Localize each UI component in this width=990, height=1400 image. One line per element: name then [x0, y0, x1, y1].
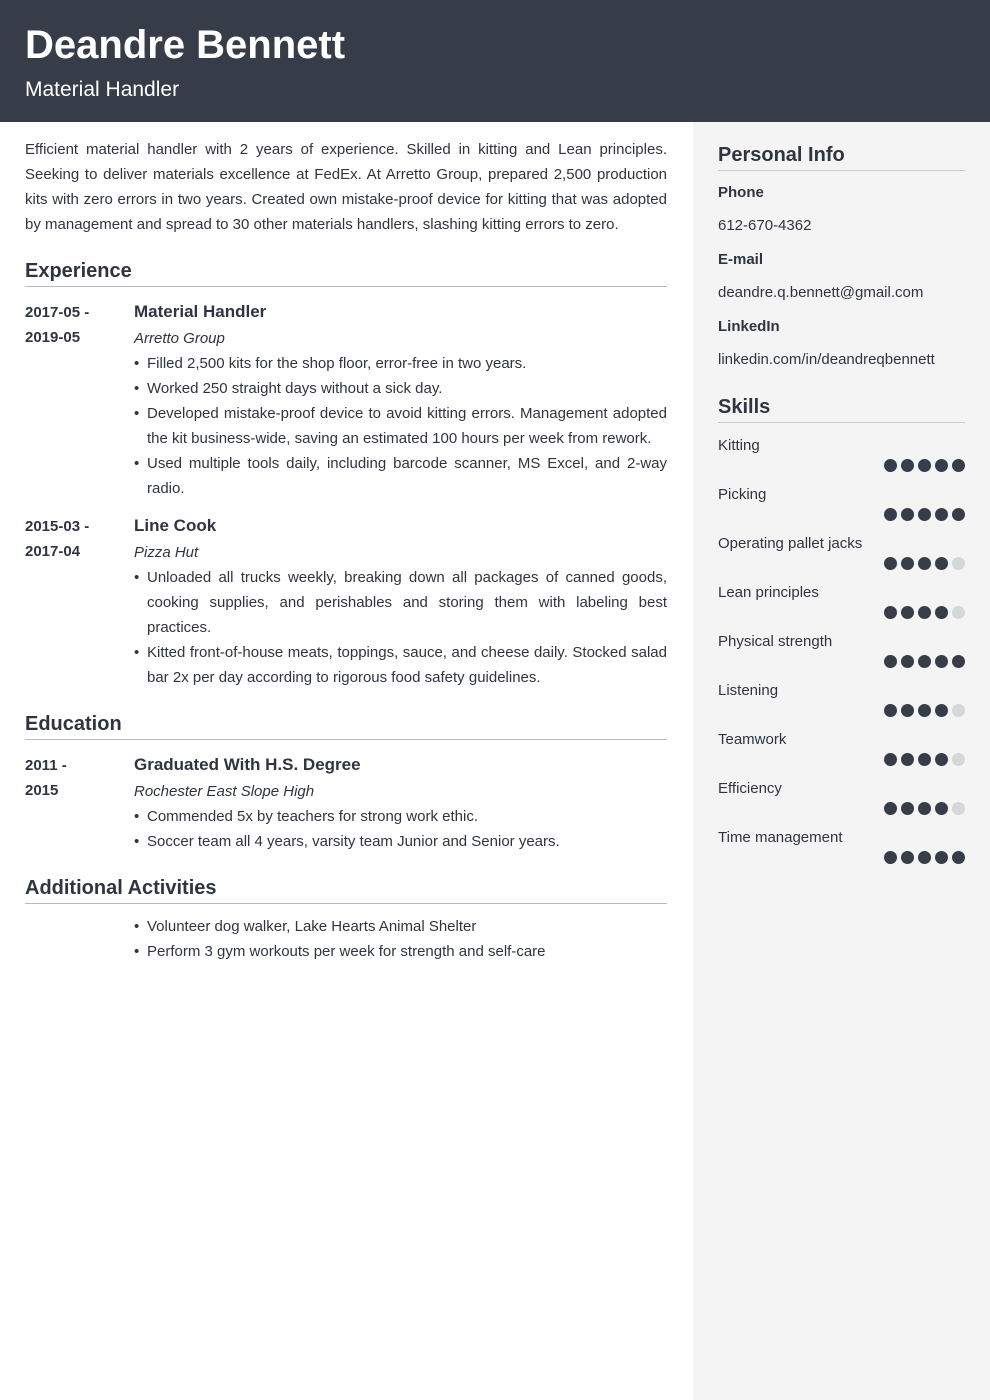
rating-dot-empty [952, 606, 965, 619]
entry-body [134, 752, 667, 854]
rating-dot-filled [918, 753, 931, 766]
rating-dot-filled [918, 557, 931, 570]
education-section [25, 711, 667, 854]
skill-name: Time management [718, 829, 843, 846]
rating-dot-filled [918, 802, 931, 815]
rating-dot-filled [935, 606, 948, 619]
rating-dot-empty [952, 802, 965, 815]
skills-heading: Skills [718, 394, 965, 423]
date-start: 2011 - [25, 757, 67, 774]
candidate-name: Deandre Bennett [25, 23, 346, 67]
linkedin-value: linkedin.com/in/deandreqbennett [718, 351, 935, 368]
bullet-item: • Used multiple tools daily, including barcode scanner, MS Excel, and 2-way radio. [134, 451, 667, 501]
skill-rating [718, 459, 965, 473]
skill-name: Operating pallet jacks [718, 535, 863, 552]
education-entry [25, 752, 667, 854]
skill-name: Picking [718, 486, 767, 503]
info-label: Phone [718, 184, 764, 201]
date-end: 2019-05 [25, 329, 81, 346]
resume-header [0, 0, 990, 122]
bullet-item: • Soccer team all 4 years, varsity team Junior and Senior years. [134, 829, 667, 854]
rating-dot-filled [952, 459, 965, 472]
rating-dot-filled [918, 851, 931, 864]
experience-section [25, 258, 667, 690]
activities-bullets [25, 914, 667, 964]
bullet-item: • Developed mistake-proof device to avoid kitting errors. Management adopted the kit business-wide, saving an estimated 100 hours per week from rework. [134, 401, 667, 451]
skills-section [718, 394, 965, 865]
skill-name: Kitting [718, 437, 760, 454]
skill-item [718, 482, 965, 522]
rating-dot-filled [884, 606, 897, 619]
job-bullets [134, 565, 667, 690]
skill-item [718, 776, 965, 816]
skill-item [718, 678, 965, 718]
skill-name: Physical strength [718, 633, 833, 650]
skill-rating [718, 704, 965, 718]
bullet-item: • Perform 3 gym workouts per week for strength and self-care [134, 939, 667, 964]
rating-dot-filled [935, 753, 948, 766]
activities-heading: Additional Activities [25, 875, 667, 904]
job-company: Arretto Group [134, 330, 225, 347]
entry-body [134, 299, 667, 501]
date-start: 2017-05 - [25, 304, 90, 321]
sidebar [693, 122, 990, 1400]
rating-dot-filled [884, 459, 897, 472]
rating-dot-filled [935, 557, 948, 570]
rating-dot-empty [952, 557, 965, 570]
skill-item [718, 629, 965, 669]
email-value: deandre.q.bennett@gmail.com [718, 284, 924, 301]
bullet-item: • Kitted front-of-house meats, toppings, sauce, and cheese daily. Stocked salad bar 2x per day according to rigorous food safety guidelines. [134, 640, 667, 690]
skill-item [718, 531, 965, 571]
job-bullets [134, 351, 667, 501]
experience-entry [25, 513, 667, 690]
phone-value: 612-670-4362 [718, 217, 812, 234]
rating-dot-filled [901, 704, 914, 717]
rating-dot-filled [884, 753, 897, 766]
date-start: 2015-03 - [25, 518, 90, 535]
rating-dot-filled [901, 508, 914, 521]
info-linkedin [718, 314, 965, 372]
rating-dot-filled [952, 851, 965, 864]
rating-dot-filled [952, 655, 965, 668]
skill-rating [718, 851, 965, 865]
skill-rating [718, 753, 965, 767]
personal-info-heading: Personal Info [718, 142, 965, 171]
activities-section [25, 875, 667, 964]
bullet-item: • Filled 2,500 kits for the shop floor, error-free in two years. [134, 351, 667, 376]
skill-name: Teamwork [718, 731, 787, 748]
skill-item [718, 727, 965, 767]
rating-dot-filled [935, 655, 948, 668]
education-bullets [134, 804, 667, 854]
rating-dot-filled [935, 508, 948, 521]
rating-dot-filled [884, 802, 897, 815]
rating-dot-filled [952, 508, 965, 521]
bullet-item: • Unloaded all trucks weekly, breaking down all packages of canned goods, cooking supplies, and perishables and storing them with labeling best practices. [134, 565, 667, 640]
bullet-item: • Volunteer dog walker, Lake Hearts Animal Shelter [134, 914, 667, 939]
rating-dot-filled [935, 851, 948, 864]
skill-rating [718, 606, 965, 620]
date-end: 2015 [25, 782, 59, 799]
school: Rochester East Slope High [134, 783, 315, 800]
skill-name: Listening [718, 682, 779, 699]
bullet-item: • Worked 250 straight days without a sick day. [134, 376, 667, 401]
experience-entry [25, 299, 667, 501]
rating-dot-filled [901, 802, 914, 815]
info-label: E-mail [718, 251, 764, 268]
main-column [25, 137, 667, 964]
education-heading: Education [25, 711, 667, 740]
rating-dot-filled [918, 459, 931, 472]
rating-dot-filled [901, 557, 914, 570]
entry-dates [25, 752, 134, 854]
info-email [718, 247, 965, 305]
entry-dates [25, 299, 134, 501]
candidate-title: Material Handler [25, 78, 180, 101]
rating-dot-filled [918, 508, 931, 521]
summary: Efficient material handler with 2 years of experience. Skilled in kitting and Lean principles. Seeking to deliver materials excellence at FedEx. At Arretto Group, prepared 2,500 production kits with zero errors in two years. Created own mistake-proof device for kitting that was adopted by management and spread to 30 other materials handlers, slashing kitting errors to zero. [25, 141, 667, 233]
rating-dot-filled [901, 459, 914, 472]
rating-dot-filled [884, 557, 897, 570]
info-phone [718, 180, 965, 238]
rating-dot-filled [918, 704, 931, 717]
rating-dot-filled [935, 802, 948, 815]
skill-name: Efficiency [718, 780, 782, 797]
entry-body [134, 513, 667, 690]
rating-dot-filled [884, 655, 897, 668]
skill-item [718, 825, 965, 865]
bullet-item: • Commended 5x by teachers for strong work ethic. [134, 804, 667, 829]
experience-heading: Experience [25, 258, 667, 287]
skill-rating [718, 802, 965, 816]
rating-dot-filled [901, 851, 914, 864]
rating-dot-empty [952, 753, 965, 766]
rating-dot-filled [918, 606, 931, 619]
rating-dot-filled [918, 655, 931, 668]
skill-item [718, 433, 965, 473]
job-company: Pizza Hut [134, 544, 199, 561]
rating-dot-filled [935, 704, 948, 717]
skill-rating [718, 508, 965, 522]
entry-dates [25, 513, 134, 690]
rating-dot-filled [901, 753, 914, 766]
skill-rating [718, 655, 965, 669]
job-role: Material Handler [134, 302, 267, 321]
rating-dot-filled [884, 851, 897, 864]
date-end: 2017-04 [25, 543, 81, 560]
rating-dot-filled [884, 508, 897, 521]
info-label: LinkedIn [718, 318, 780, 335]
rating-dot-filled [884, 704, 897, 717]
skill-name: Lean principles [718, 584, 819, 601]
rating-dot-filled [901, 606, 914, 619]
skill-list [718, 433, 965, 865]
job-role: Line Cook [134, 516, 217, 535]
rating-dot-filled [935, 459, 948, 472]
skill-rating [718, 557, 965, 571]
rating-dot-filled [901, 655, 914, 668]
degree: Graduated With H.S. Degree [134, 755, 361, 774]
skill-item [718, 580, 965, 620]
rating-dot-empty [952, 704, 965, 717]
